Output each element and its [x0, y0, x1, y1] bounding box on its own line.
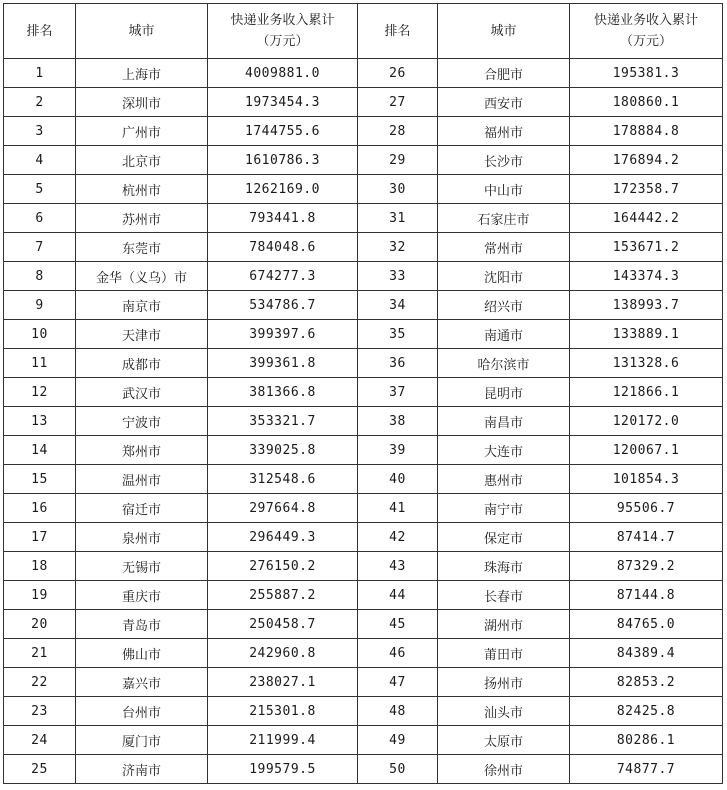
revenue-cell: 1973454.3 — [208, 88, 358, 117]
city-cell: 湖州市 — [438, 610, 570, 639]
rank-cell: 14 — [4, 436, 76, 465]
revenue-cell: 399397.6 — [208, 320, 358, 349]
revenue-header-text: 快递业务收入累计 — [230, 13, 335, 28]
rank-cell: 29 — [358, 146, 438, 175]
table-header-row — [4, 4, 723, 59]
city-cell: 惠州市 — [438, 465, 570, 494]
rank-cell: 17 — [4, 523, 76, 552]
city-cell: 汕头市 — [438, 697, 570, 726]
revenue-header-left — [208, 4, 358, 59]
city-cell: 台州市 — [76, 697, 208, 726]
city-cell: 青岛市 — [76, 610, 208, 639]
revenue-cell: 87144.8 — [570, 581, 723, 610]
rank-cell: 10 — [4, 320, 76, 349]
table-row — [4, 117, 723, 146]
city-cell: 北京市 — [76, 146, 208, 175]
revenue-cell: 131328.6 — [570, 349, 723, 378]
table-row — [4, 697, 723, 726]
revenue-cell: 399361.8 — [208, 349, 358, 378]
table-row — [4, 726, 723, 755]
table-row — [4, 436, 723, 465]
rank-cell: 9 — [4, 291, 76, 320]
rank-header-left: 排名 — [4, 4, 76, 59]
city-cell: 南京市 — [76, 291, 208, 320]
table-row — [4, 349, 723, 378]
city-cell: 温州市 — [76, 465, 208, 494]
revenue-cell: 178884.8 — [570, 117, 723, 146]
city-cell: 东莞市 — [76, 233, 208, 262]
revenue-header-unit: （万元） — [619, 34, 672, 49]
table-row — [4, 552, 723, 581]
table-row — [4, 59, 723, 88]
rank-cell: 45 — [358, 610, 438, 639]
table-row — [4, 755, 723, 784]
revenue-cell: 199579.5 — [208, 755, 358, 784]
rank-cell: 15 — [4, 465, 76, 494]
revenue-cell: 120172.0 — [570, 407, 723, 436]
city-cell: 泉州市 — [76, 523, 208, 552]
revenue-cell: 80286.1 — [570, 726, 723, 755]
revenue-cell: 297664.8 — [208, 494, 358, 523]
rank-cell: 38 — [358, 407, 438, 436]
city-header-right: 城市 — [438, 4, 570, 59]
rank-cell: 49 — [358, 726, 438, 755]
city-cell: 保定市 — [438, 523, 570, 552]
revenue-header-text: 快递业务收入累计 — [593, 13, 698, 28]
city-cell: 郑州市 — [76, 436, 208, 465]
revenue-cell: 534786.7 — [208, 291, 358, 320]
city-cell: 南昌市 — [438, 407, 570, 436]
revenue-cell: 1610786.3 — [208, 146, 358, 175]
rank-cell: 6 — [4, 204, 76, 233]
city-cell: 济南市 — [76, 755, 208, 784]
rank-cell: 50 — [358, 755, 438, 784]
rank-cell: 47 — [358, 668, 438, 697]
table-row — [4, 146, 723, 175]
revenue-cell: 95506.7 — [570, 494, 723, 523]
city-cell: 常州市 — [438, 233, 570, 262]
city-cell: 天津市 — [76, 320, 208, 349]
rank-cell: 5 — [4, 175, 76, 204]
rank-cell: 42 — [358, 523, 438, 552]
city-cell: 长春市 — [438, 581, 570, 610]
city-cell: 厦门市 — [76, 726, 208, 755]
rank-cell: 24 — [4, 726, 76, 755]
rank-cell: 4 — [4, 146, 76, 175]
rank-cell: 35 — [358, 320, 438, 349]
revenue-cell: 238027.1 — [208, 668, 358, 697]
rank-cell: 36 — [358, 349, 438, 378]
table-body — [4, 59, 723, 784]
city-cell: 绍兴市 — [438, 291, 570, 320]
revenue-cell: 211999.4 — [208, 726, 358, 755]
revenue-cell: 82853.2 — [570, 668, 723, 697]
rank-cell: 34 — [358, 291, 438, 320]
table-row — [4, 320, 723, 349]
revenue-cell: 120067.1 — [570, 436, 723, 465]
revenue-cell: 87414.7 — [570, 523, 723, 552]
city-cell: 福州市 — [438, 117, 570, 146]
rank-header-right: 排名 — [358, 4, 438, 59]
city-cell: 太原市 — [438, 726, 570, 755]
revenue-cell: 121866.1 — [570, 378, 723, 407]
rank-cell: 13 — [4, 407, 76, 436]
rank-cell: 2 — [4, 88, 76, 117]
rank-cell: 33 — [358, 262, 438, 291]
city-cell: 成都市 — [76, 349, 208, 378]
city-cell: 沈阳市 — [438, 262, 570, 291]
city-cell: 昆明市 — [438, 378, 570, 407]
city-header-left: 城市 — [76, 4, 208, 59]
city-cell: 宁波市 — [76, 407, 208, 436]
rank-cell: 32 — [358, 233, 438, 262]
table-row — [4, 610, 723, 639]
city-cell: 大连市 — [438, 436, 570, 465]
rank-cell: 20 — [4, 610, 76, 639]
table-row — [4, 523, 723, 552]
rank-cell: 44 — [358, 581, 438, 610]
city-cell: 中山市 — [438, 175, 570, 204]
revenue-cell: 1744755.6 — [208, 117, 358, 146]
table-row — [4, 494, 723, 523]
revenue-cell: 143374.3 — [570, 262, 723, 291]
revenue-header-right — [570, 4, 723, 59]
city-cell: 石家庄市 — [438, 204, 570, 233]
revenue-cell: 276150.2 — [208, 552, 358, 581]
city-cell: 扬州市 — [438, 668, 570, 697]
city-cell: 宿迁市 — [76, 494, 208, 523]
rank-cell: 22 — [4, 668, 76, 697]
revenue-cell: 87329.2 — [570, 552, 723, 581]
city-cell: 重庆市 — [76, 581, 208, 610]
rank-cell: 3 — [4, 117, 76, 146]
revenue-cell: 133889.1 — [570, 320, 723, 349]
rank-cell: 37 — [358, 378, 438, 407]
city-cell: 无锡市 — [76, 552, 208, 581]
city-cell: 深圳市 — [76, 88, 208, 117]
city-cell: 南通市 — [438, 320, 570, 349]
revenue-cell: 195381.3 — [570, 59, 723, 88]
rank-cell: 1 — [4, 59, 76, 88]
city-cell: 南宁市 — [438, 494, 570, 523]
city-cell: 莆田市 — [438, 639, 570, 668]
table-row — [4, 175, 723, 204]
table-row — [4, 204, 723, 233]
revenue-cell: 793441.8 — [208, 204, 358, 233]
revenue-cell: 82425.8 — [570, 697, 723, 726]
rank-cell: 25 — [4, 755, 76, 784]
city-cell: 上海市 — [76, 59, 208, 88]
table-row — [4, 668, 723, 697]
revenue-cell: 84765.0 — [570, 610, 723, 639]
city-cell: 嘉兴市 — [76, 668, 208, 697]
table-row — [4, 262, 723, 291]
revenue-cell: 215301.8 — [208, 697, 358, 726]
rank-cell: 43 — [358, 552, 438, 581]
city-cell: 徐州市 — [438, 755, 570, 784]
table-row — [4, 465, 723, 494]
revenue-cell: 1262169.0 — [208, 175, 358, 204]
city-revenue-ranking-table — [3, 3, 723, 784]
rank-cell: 19 — [4, 581, 76, 610]
table-row — [4, 581, 723, 610]
revenue-cell: 339025.8 — [208, 436, 358, 465]
revenue-cell: 74877.7 — [570, 755, 723, 784]
city-cell: 苏州市 — [76, 204, 208, 233]
rank-cell: 46 — [358, 639, 438, 668]
city-cell: 长沙市 — [438, 146, 570, 175]
rank-cell: 23 — [4, 697, 76, 726]
city-cell: 珠海市 — [438, 552, 570, 581]
revenue-cell: 153671.2 — [570, 233, 723, 262]
revenue-cell: 784048.6 — [208, 233, 358, 262]
rank-cell: 28 — [358, 117, 438, 146]
revenue-cell: 381366.8 — [208, 378, 358, 407]
revenue-cell: 255887.2 — [208, 581, 358, 610]
table-row — [4, 378, 723, 407]
rank-cell: 11 — [4, 349, 76, 378]
revenue-cell: 312548.6 — [208, 465, 358, 494]
revenue-cell: 138993.7 — [570, 291, 723, 320]
rank-cell: 39 — [358, 436, 438, 465]
revenue-cell: 180860.1 — [570, 88, 723, 117]
city-cell: 杭州市 — [76, 175, 208, 204]
rank-cell: 27 — [358, 88, 438, 117]
city-cell: 西安市 — [438, 88, 570, 117]
rank-cell: 26 — [358, 59, 438, 88]
table-row — [4, 88, 723, 117]
city-cell: 哈尔滨市 — [438, 349, 570, 378]
rank-cell: 7 — [4, 233, 76, 262]
rank-cell: 48 — [358, 697, 438, 726]
rank-cell: 40 — [358, 465, 438, 494]
revenue-cell: 84389.4 — [570, 639, 723, 668]
revenue-cell: 172358.7 — [570, 175, 723, 204]
revenue-cell: 4009881.0 — [208, 59, 358, 88]
revenue-cell: 164442.2 — [570, 204, 723, 233]
rank-cell: 41 — [358, 494, 438, 523]
table-row — [4, 407, 723, 436]
city-cell: 广州市 — [76, 117, 208, 146]
rank-cell: 30 — [358, 175, 438, 204]
rank-cell: 16 — [4, 494, 76, 523]
rank-cell: 8 — [4, 262, 76, 291]
revenue-cell: 353321.7 — [208, 407, 358, 436]
revenue-cell: 674277.3 — [208, 262, 358, 291]
city-cell: 金华（义乌）市 — [76, 262, 208, 291]
revenue-cell: 101854.3 — [570, 465, 723, 494]
rank-cell: 31 — [358, 204, 438, 233]
revenue-cell: 176894.2 — [570, 146, 723, 175]
city-cell: 合肥市 — [438, 59, 570, 88]
rank-cell: 21 — [4, 639, 76, 668]
rank-cell: 18 — [4, 552, 76, 581]
city-cell: 佛山市 — [76, 639, 208, 668]
table-row — [4, 291, 723, 320]
rank-cell: 12 — [4, 378, 76, 407]
table-row — [4, 233, 723, 262]
revenue-cell: 296449.3 — [208, 523, 358, 552]
table-row — [4, 639, 723, 668]
revenue-cell: 242960.8 — [208, 639, 358, 668]
revenue-header-unit: （万元） — [256, 34, 309, 49]
city-cell: 武汉市 — [76, 378, 208, 407]
revenue-cell: 250458.7 — [208, 610, 358, 639]
